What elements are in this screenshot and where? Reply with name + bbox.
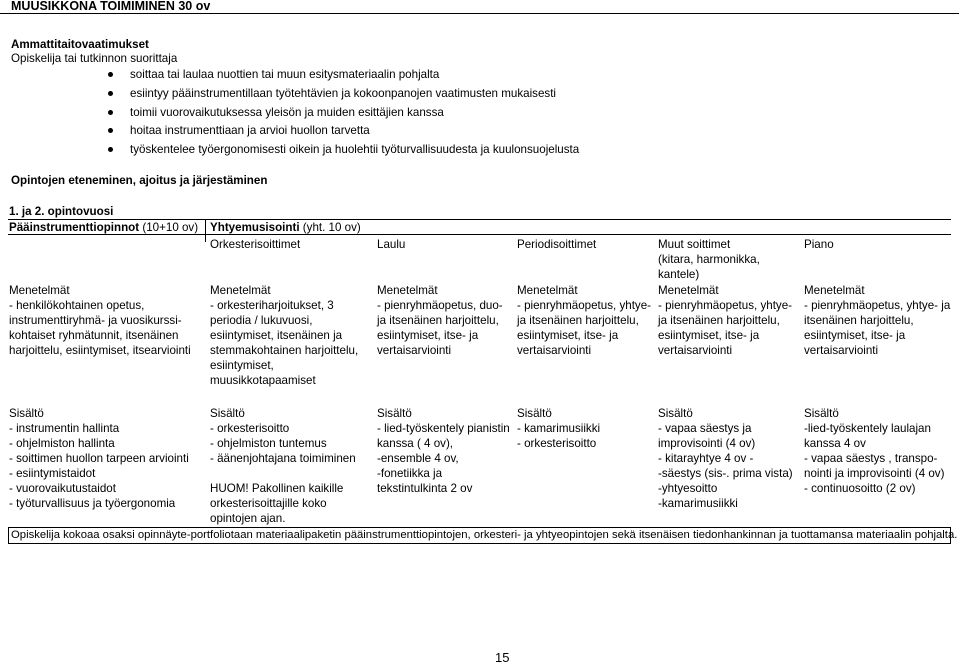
methods-period: Menetelmät - pienryhmäopetus, yhtye- ja itsenäinen harjoittelu, esiintymiset, itse- ja vertaisarviointi: [517, 284, 652, 357]
bullet-icon: [108, 91, 113, 96]
footer-left-border: [8, 527, 9, 543]
list-item: esiintyy pääinstrumentillaan työtehtävien ja kokoonpanojen vaatimusten mukaisesti: [108, 86, 579, 105]
main-studies-label: Pääinstrumenttiopinnot (10+10 ov): [9, 221, 199, 234]
contents-orchestra: Sisältö - orkesterisoitto - ohjelmiston tuntemus - äänenjohtajana toimiminen HUOM! Pakollinen kaikille orkesterisoittajille koko opintojen ajan.: [210, 407, 356, 525]
requirements-list: [108, 67, 579, 161]
column-header-voice: Laulu: [377, 238, 406, 251]
footer-text: Opiskelija kokoaa osaksi opinnäyte-portfoliotaan materiaalipaketin pääinstrumenttiopintojen, orkesteri- ja yhtyeopintojen sekä itsenäisen tiedonhankinnan ja tuottamansa materiaalin pohjalta.: [11, 529, 958, 541]
bullet-icon: [108, 128, 113, 133]
column-divider: [205, 219, 206, 242]
methods-other: Menetelmät - pienryhmäopetus, yhtye- ja itsenäinen harjoittelu, esiintymiset, itse- ja vertaisarviointi: [658, 284, 793, 357]
methods-piano: Menetelmät - pienryhmäopetus, yhtye- ja itsenäinen harjoittelu, esiintymiset, itse- ja vertaisarviointi: [804, 284, 951, 357]
list-item: hoitaa instrumenttiaan ja arvioi huollon tarvetta: [108, 123, 579, 142]
bullet-icon: [108, 110, 113, 115]
requirements-heading: Ammattitaitovaatimukset: [11, 38, 149, 51]
list-item: soittaa tai laulaa nuottien tai muun esitysmateriaalin pohjalta: [108, 67, 579, 86]
contents-main: Sisältö - instrumentin hallinta - ohjelmiston hallinta - soittimen huollon tarpeen arviointi - esiintymistaidot - vuorovaikutustaidot - työturvallisuus ja työergonomia: [9, 407, 189, 510]
bullet-icon: [108, 147, 113, 152]
year-label: 1. ja 2. opintovuosi: [9, 205, 114, 218]
ensemble-label: Yhtyemusisointi (yht. 10 ov): [210, 221, 361, 234]
column-header-orchestra: Orkesterisoittimet: [210, 238, 301, 251]
contents-period: Sisältö - kamarimusiikki - orkesterisoitto: [517, 407, 601, 450]
progress-heading: Opintojen eteneminen, ajoitus ja järjestäminen: [11, 174, 268, 187]
page-title: MUUSIKKONA TOIMIMINEN 30 ov: [11, 0, 211, 13]
list-item: toimii vuorovaikutuksessa yleisön ja muiden esittäjien kanssa: [108, 105, 579, 124]
bullet-icon: [108, 72, 113, 77]
column-header-period: Periodisoittimet: [517, 238, 597, 251]
list-item: työskentelee työergonomisesti oikein ja huolehtii työturvallisuudesta ja kuulonsuojelusta: [108, 142, 579, 161]
requirements-intro: Opiskelija tai tutkinnon suorittaja: [11, 52, 178, 65]
column-header-piano: Piano: [804, 238, 834, 251]
methods-main: Menetelmät - henkilökohtainen opetus, instrumenttiryhmä- ja vuosikurssi- kohtaiset ryhmätunnit, itsenäinen harjoittelu, esiintymiset, itsearviointi: [9, 284, 191, 357]
methods-voice: Menetelmät - pienryhmäopetus, duo- ja itsenäinen harjoittelu, esiintymiset, itse- ja vertaisarviointi: [377, 284, 503, 357]
subheader-rule: [8, 234, 951, 235]
contents-piano: Sisältö -lied-työskentely laulajan kanssa 4 ov - vapaa säestys , transpo- nointi ja improvisointi (4 ov) - continuosoitto (2 ov): [804, 407, 945, 495]
page-number: 15: [495, 650, 510, 665]
footer-bottom-border: [8, 543, 951, 544]
contents-other: Sisältö - vapaa säestys ja improvisointi (4 ov) - kitarayhtye 4 ov - -säestys (sis-. prima vista) -yhtyesoitto -kamarimusiikki: [658, 407, 793, 510]
methods-orchestra: Menetelmät - orkesteriharjoitukset, 3 periodia / lukuvuosi, esiintymiset, itsenäinen ja stemmakohtainen harjoittelu, esiintymiset, muusikkotapaamiset: [210, 284, 359, 387]
contents-voice: Sisältö - lied-työskentely pianistin kanssa ( 4 ov), -ensemble 4 ov, -fonetiikka ja tekstintulkinta 2 ov: [377, 407, 510, 495]
title-underline: [0, 13, 959, 14]
column-header-other: Muut soittimet (kitara, harmonikka, kantele): [658, 238, 760, 281]
